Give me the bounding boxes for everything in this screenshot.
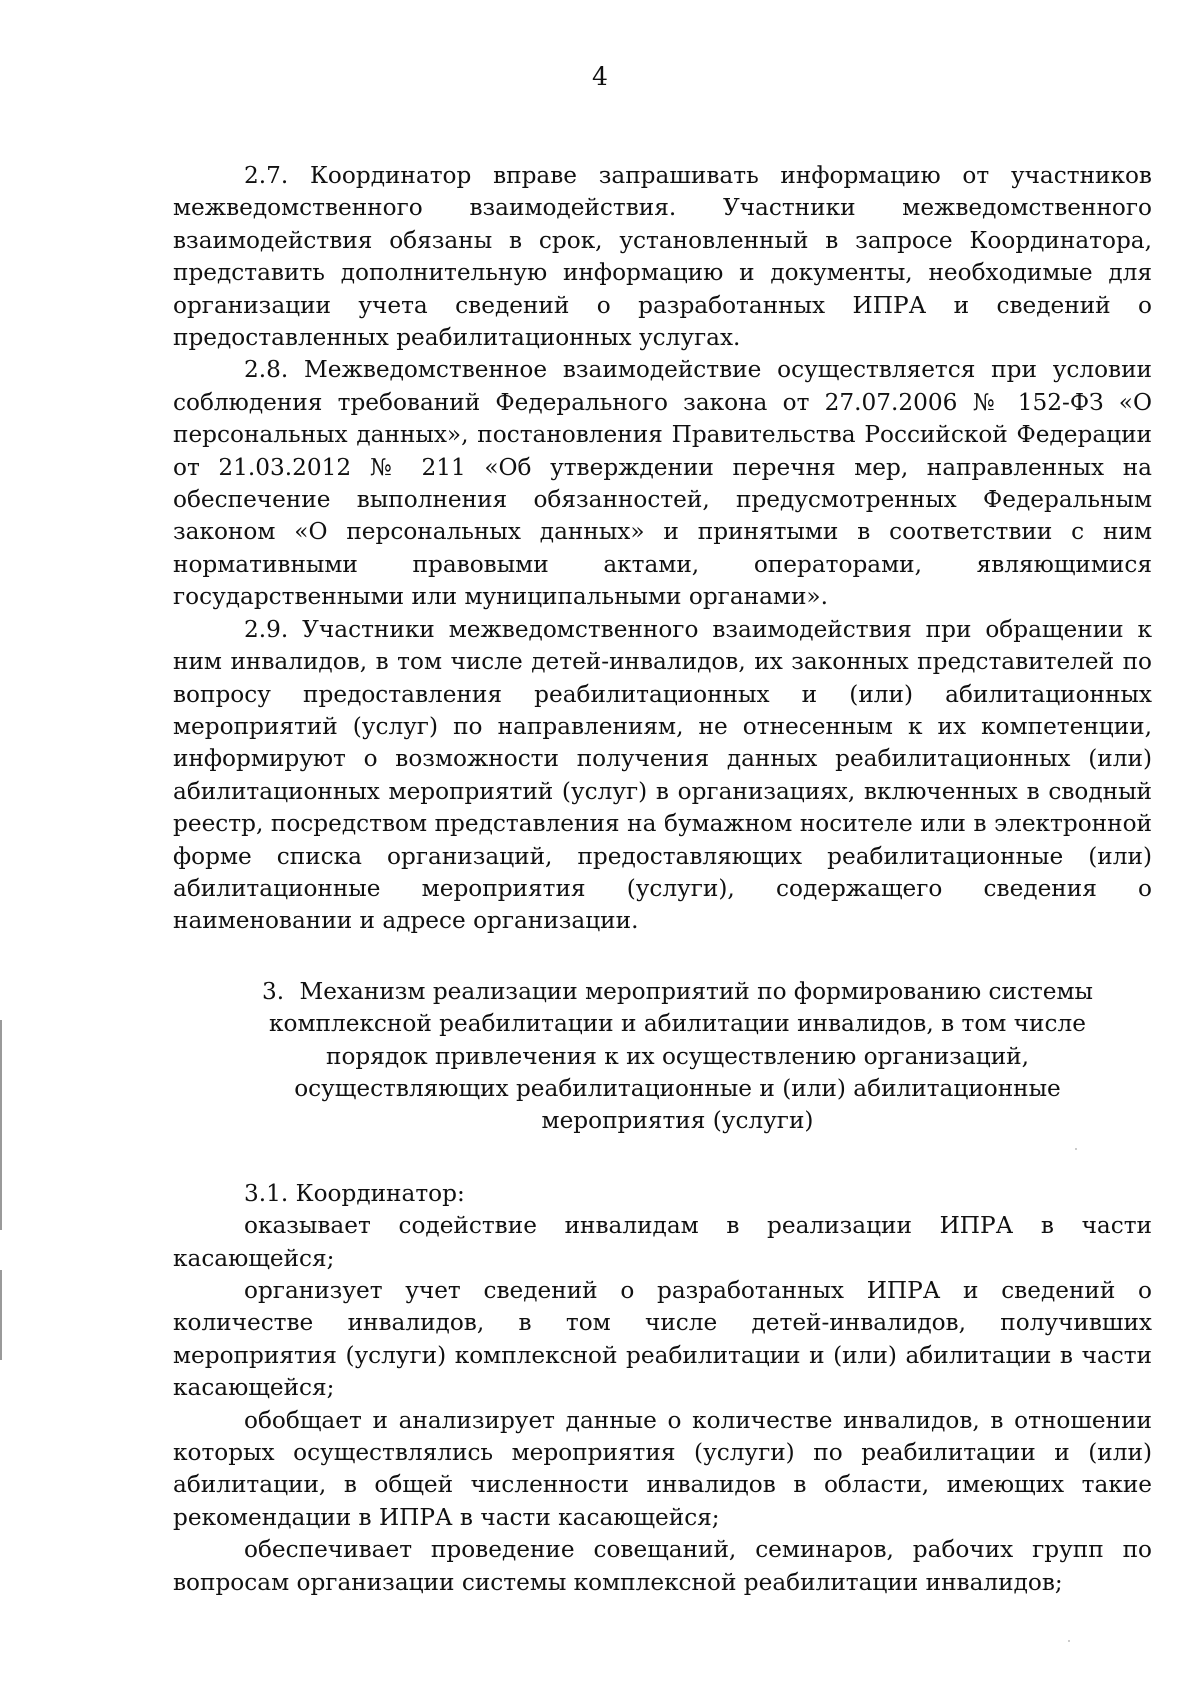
paragraph-3-1-item: обобщает и анализирует данные о количестве инвалидов, в отношении которых осуществлялись мероприятия (услуги) по реабилитации и (или) абилитации, в общей численности инвалидов в области, имеющих такие рекомендации в ИПРА в части касающейся; <box>173 1406 1152 1531</box>
section-3-title: Механизм реализации мероприятий по формированию системы комплексной реабилитации и абилитации инвалидов, в том числе порядок привлечения к их осуществлению организаций, осуществляющих реабилитационные и (или) абилитационные мероприятия (услуги) <box>269 977 1093 1135</box>
paragraph-3-1: 3.1. Координатор: <box>244 1179 465 1207</box>
scan-edge-mark <box>0 1270 2 1360</box>
section-3-number: 3. <box>262 977 285 1005</box>
paragraph-2-7: 2.7. Координатор вправе запрашивать информацию от участников межведомственного взаимодействия. Участники межведомственного взаимодействия обязаны в срок, установленный в запросе Координатора, представить дополнительную информацию и документы, необходимые для организации учета сведений о разработанных ИПРА и сведений о предоставленных реабилитационных услугах. <box>173 162 1152 352</box>
paragraph-2-9: 2.9. Участники межведомственного взаимодействия при обращении к ним инвалидов, в том числе детей-инвалидов, их законных представителей по вопросу предоставления реабилитационных и (или) абилитационных мероприятий (услуг) по направлениям, не отнесенным к их компетенции, информируют о возможности получения данных реабилитационных (или) абилитационных мероприятий (услуг) в организациях, включенных в сводный реестр, посредством представления на бумажном носителе или в электронной форме списка организаций, предоставляющих реабилитационные (или) абилитационные мероприятия (услуги), содержащего сведения о наименовании и адресе организации. <box>173 615 1152 935</box>
scan-edge-mark <box>0 1020 2 1230</box>
page-number: 4 <box>592 62 608 91</box>
document-body <box>173 160 1152 1599</box>
paragraph-3-1-item: обеспечивает проведение совещаний, семинаров, рабочих групп по вопросам организации системы комплексной реабилитации инвалидов; <box>173 1536 1152 1596</box>
paragraph-3-1-item: оказывает содействие инвалидам в реализации ИПРА в части касающейся; <box>173 1212 1152 1272</box>
section-3-heading <box>173 976 1152 1138</box>
paragraph-3-1-item: организует учет сведений о разработанных ИПРА и сведений о количестве инвалидов, в том числе детей-инвалидов, получивших мероприятия (услуги) комплексной реабилитации и (или) абилитации в части касающейся; <box>173 1277 1152 1402</box>
scan-speck <box>1068 1640 1070 1642</box>
paragraph-2-8: 2.8. Межведомственное взаимодействие осуществляется при условии соблюдения требований Федерального закона от 27.07.2006 № 152-ФЗ «О персональных данных», постановления Правительства Российской Федерации от 21.03.2012 № 211 «Об утверждении перечня мер, направленных на обеспечение выполнения обязанностей, предусмотренных Федеральным законом «О персональных данных» и принятыми в соответствии с ним нормативными правовыми актами, операторами, являющимися государственными или муниципальными органами». <box>173 356 1152 611</box>
